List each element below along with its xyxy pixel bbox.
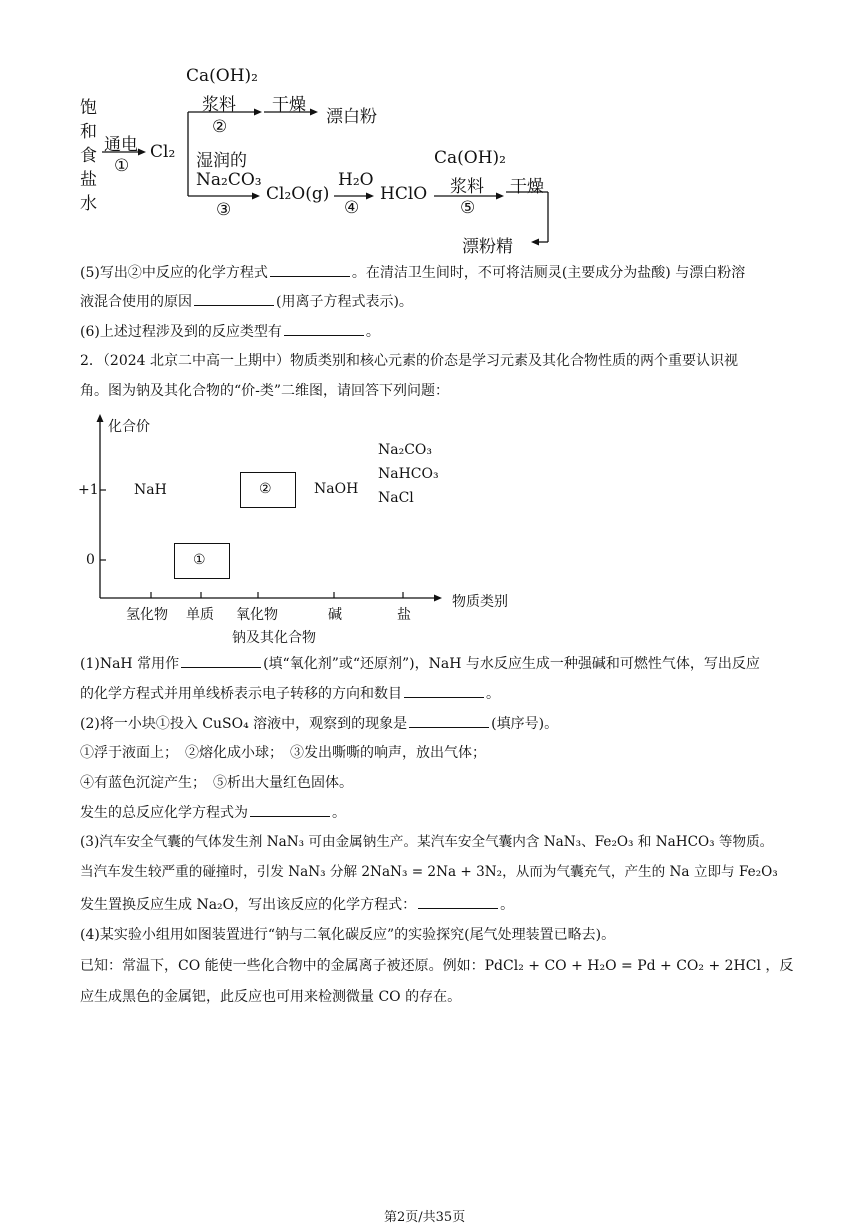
caoh2-upper: Ca(OH)₂ [186,66,258,86]
step1-number: ① [114,156,130,176]
sub4-line1: (4)某实验小组用如图装置进行“钠与二氧化碳反应”的实验探究(尾气处理装置已略去)。 [80,927,616,943]
x-axis-label: 物质类别 [452,594,508,610]
sub2-equation-line [80,806,346,820]
sub3-text-b: 。 [500,897,515,913]
box2-label: ② [259,481,272,497]
sub2-options-2: ④有蓝色沉淀产生； ⑤析出大量红色固体。 [80,775,353,791]
brine-char: 水 [80,194,97,214]
naoh-point: NaOH [314,481,359,497]
slurry-upper: 浆料 [202,95,236,115]
sub1-text-b: (填“氧化剂”或“还原剂”)，NaH 与水反应生成一种强碱和可燃性气体，写出反应 [263,656,760,672]
nah-point: NaH [134,482,167,498]
sub3-line1: (3)汽车安全气囊的气体发生剂 NaN₃ 可由金属钠生产。某汽车安全气囊内含 NaN₃、Fe₂O₃ 和 NaHCO₃ 等物质。 [80,834,774,850]
x-tick-oxide: 氧化物 [236,607,278,623]
answer-blank[interactable] [181,666,261,668]
sub1-text-a: (1)NaH 常用作 [80,656,180,672]
y-tick-zero: 0 [86,552,95,568]
x-tick-salt: 盐 [397,607,411,623]
sub3-text-a: 发生置换反应生成 Na₂O，写出该反应的化学方程式： [80,897,417,913]
sub2-text-b: (填序号)。 [491,716,559,732]
sub3-line2: 当汽车发生较严重的碰撞时，引发 NaN₃ 分解 2NaN₃ = 2Na + 3N₂，从而为气囊充气，产生的 Na 立即与 Fe₂O₃ [80,864,778,880]
chart-caption: 钠及其化合物 [232,630,316,646]
q5-text-b: 。在清洁卫生间时，不可将洁厕灵(主要成分为盐酸) 与漂白粉溶 [351,265,746,281]
caoh2-lower: Ca(OH)₂ [434,148,506,168]
q6-text-b: 。 [365,324,380,340]
sub2-eq-end: 。 [332,805,346,821]
dry-upper: 干燥 [272,95,306,115]
bleach-powder: 漂白粉 [326,107,377,127]
page-footer: 第2页/共35页 [384,1210,466,1225]
sub2-line1 [80,717,558,731]
sub2-eq-text: 发生的总反应化学方程式为 [80,805,248,821]
dry-lower: 干燥 [510,177,544,197]
answer-blank[interactable] [409,726,489,728]
brine-char: 和 [80,122,97,142]
sub1-text-d: 。 [486,686,500,702]
y-tick-plus1: +1 [78,482,99,498]
sub3-line3 [80,898,514,912]
sub1-line1 [80,657,760,671]
answer-blank[interactable] [404,696,484,698]
hclo-label: HClO [380,184,428,204]
h2o-label: H₂O [338,170,374,190]
q5-text-a: (5)写出②中反应的化学方程式 [80,265,268,281]
step4-number: ④ [344,198,360,218]
cl2-label: Cl₂ [150,142,176,162]
wet-label: 湿润的 [196,151,247,171]
x-tick-element: 单质 [186,607,214,623]
bleach-essence: 漂粉精 [462,237,513,257]
q5-text-c: 液混合使用的原因 [80,294,192,310]
sub2-text-a: (2)将一小块①投入 CuSO₄ 溶液中，观察到的现象是 [80,716,408,732]
sub1-line2 [80,687,500,701]
x-tick-base: 碱 [328,607,342,623]
problem2-line2: 角。图为钠及其化合物的“价-类”二维图，请回答下列问题： [80,383,450,399]
step2-number: ② [212,117,228,137]
answer-blank[interactable] [418,907,498,909]
box1-label: ① [193,552,206,568]
salt-na2co3: Na₂CO₃ [378,442,433,458]
step3-number: ③ [216,200,232,220]
sub2-options-1: ①浮于液面上； ②熔化成小球； ③发出嘶嘶的响声，放出气体； [80,745,486,761]
slurry-lower: 浆料 [450,177,484,197]
q5-text-d: (用离子方程式表示)。 [276,294,413,310]
step1-condition: 通电 [104,135,138,155]
problem2-line1: 2．（2024 北京二中高一上期中）物质类别和核心元素的价态是学习元素及其化合物性质的两个重要认识视 [80,353,738,369]
y-axis-label: 化合价 [108,419,150,435]
brine-char: 食 [80,146,97,166]
x-tick-hydride: 氢化物 [126,607,168,623]
sub1-text-c: 的化学方程式并用单线桥表示电子转移的方向和数目 [80,686,402,702]
answer-blank[interactable] [250,815,330,817]
step5-number: ⑤ [460,198,476,218]
salt-nacl: NaCl [378,490,414,506]
sub4-line3: 应生成黑色的金属钯，此反应也可用来检测微量 CO 的存在。 [80,989,462,1005]
sub4-line2: 已知：常温下，CO 能使一些化合物中的金属离子被还原。例如：PdCl₂ + CO + H₂O = Pd + CO₂ + 2HCl ，反 [80,958,794,974]
cl2o-label: Cl₂O(g) [266,184,330,204]
brine-char: 盐 [80,170,97,190]
na2co3-label: Na₂CO₃ [196,170,262,190]
brine-char: 饱 [80,98,97,118]
q6-text-a: (6)上述过程涉及到的反应类型有 [80,324,282,340]
salt-nahco3: NaHCO₃ [378,466,439,482]
